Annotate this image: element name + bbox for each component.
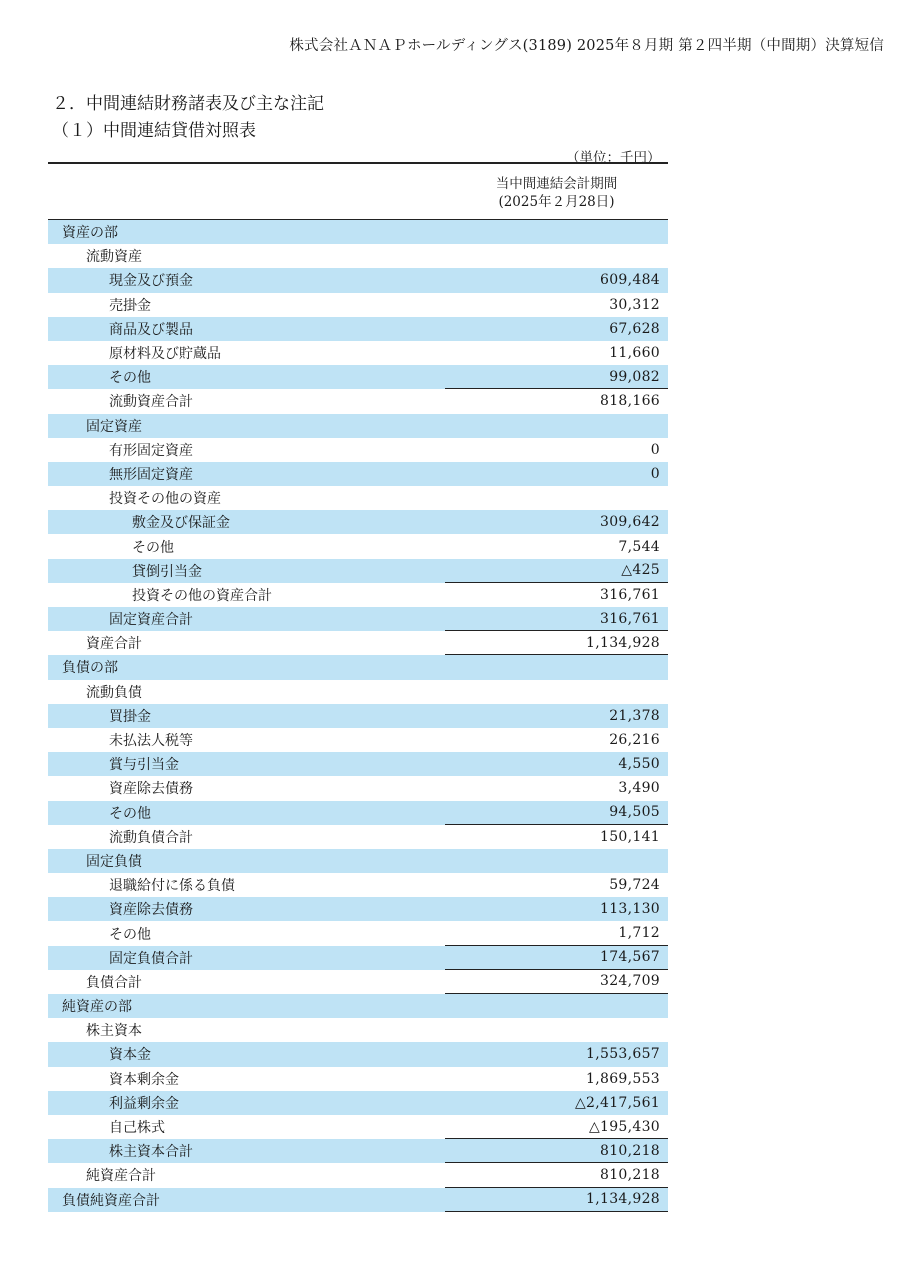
- row-label: 流動負債合計: [109, 829, 193, 846]
- row-value: 309,642: [600, 514, 660, 531]
- row-label: 退職給付に係る負債: [109, 878, 235, 895]
- table-row: [48, 655, 668, 679]
- table-row: [48, 776, 668, 800]
- row-value: 7,544: [618, 538, 660, 555]
- table-row: [48, 462, 668, 486]
- row-value: [445, 414, 668, 438]
- table-row: [48, 849, 668, 873]
- table-row: [48, 631, 668, 655]
- row-label: その他: [109, 926, 151, 943]
- row-label: 流動資産: [86, 249, 142, 266]
- row-value: [445, 486, 668, 510]
- table-row: [48, 873, 668, 897]
- row-value: 99,082: [445, 365, 668, 389]
- column-header: [445, 175, 668, 211]
- table-top-rule: [48, 162, 668, 164]
- row-label: 負債の部: [62, 660, 118, 677]
- row-label: 流動資産合計: [109, 394, 193, 411]
- row-value: 1,712: [445, 921, 668, 945]
- row-value: 316,761: [600, 586, 660, 603]
- row-value: 150,141: [600, 828, 660, 845]
- row-label: 自己株式: [109, 1120, 165, 1137]
- table-row: [48, 438, 668, 462]
- table-row: [48, 220, 668, 244]
- table-row: [48, 268, 668, 292]
- row-label: 固定負債合計: [109, 950, 193, 967]
- row-label: 固定負債: [86, 853, 142, 870]
- table-row: [48, 921, 668, 945]
- row-value: [445, 994, 668, 1018]
- row-value: [445, 220, 668, 244]
- row-value: [445, 849, 668, 873]
- table-row: [48, 1091, 668, 1115]
- row-label: 売掛金: [109, 297, 151, 314]
- table-row: [48, 680, 668, 704]
- row-label: 買掛金: [109, 708, 151, 725]
- row-label: 資産除去債務: [109, 781, 193, 798]
- row-label: 純資産の部: [62, 999, 132, 1016]
- row-label: 賞与引当金: [109, 757, 179, 774]
- row-value: [445, 244, 668, 268]
- unit-label: （単位：千円）: [566, 150, 661, 166]
- table-row: [48, 1067, 668, 1091]
- table-row: [48, 486, 668, 510]
- table-row: [48, 1139, 668, 1163]
- table-row: [48, 607, 668, 631]
- row-value: 4,550: [618, 756, 660, 773]
- table-row: [48, 510, 668, 534]
- table-row: [48, 1188, 668, 1212]
- row-value: 21,378: [609, 707, 660, 724]
- row-label: 原材料及び貯蔵品: [109, 346, 221, 363]
- row-label: 利益剰余金: [109, 1095, 179, 1112]
- row-label: 投資その他の資産: [109, 491, 221, 508]
- row-label: その他: [109, 370, 151, 387]
- row-label: 負債合計: [86, 974, 142, 991]
- row-value: 3,490: [618, 780, 660, 797]
- row-label: 負債純資産合計: [62, 1192, 160, 1209]
- row-label: 投資その他の資産合計: [132, 587, 272, 604]
- row-label: 純資産合計: [86, 1168, 156, 1185]
- table-row: [48, 946, 668, 970]
- row-value: △2,417,561: [574, 1094, 660, 1111]
- table-row: [48, 704, 668, 728]
- row-value: [445, 1018, 668, 1042]
- row-value: [445, 655, 668, 679]
- row-label: その他: [109, 805, 151, 822]
- row-value: 810,218: [445, 1139, 668, 1163]
- row-value: 11,660: [609, 345, 660, 362]
- row-value: 818,166: [600, 393, 660, 410]
- row-value: 609,484: [600, 272, 660, 289]
- row-value: 94,505: [445, 801, 668, 825]
- table-row: [48, 559, 668, 583]
- table-row: [48, 994, 668, 1018]
- table-row: [48, 341, 668, 365]
- table-row: [48, 244, 668, 268]
- row-value: 810,218: [445, 1163, 668, 1187]
- column-header-period: 当中間連結会計期間: [495, 176, 618, 192]
- row-value: 0: [650, 465, 660, 482]
- row-label: 固定資産: [86, 418, 142, 435]
- row-label: 資産の部: [62, 225, 118, 242]
- row-value: 0: [650, 441, 660, 458]
- table-row: [48, 365, 668, 389]
- row-label: 商品及び製品: [109, 321, 193, 338]
- table-row: [48, 825, 668, 849]
- row-value: 1,869,553: [586, 1070, 660, 1087]
- document-header: 株式会社ＡＮＡＰホールディングス(3189) 2025年８月期 第２四半期（中間期）決算短信: [289, 38, 884, 54]
- table-row: [48, 1163, 668, 1187]
- table-row: [48, 293, 668, 317]
- row-label: 固定資産合計: [109, 612, 193, 629]
- subsection-title: （１）中間連結貸借対照表: [52, 121, 256, 141]
- row-label: 現金及び預金: [109, 273, 193, 290]
- row-label: 株主資本: [86, 1023, 142, 1040]
- row-label: 資本剰余金: [109, 1071, 179, 1088]
- table-row: [48, 1018, 668, 1042]
- section-title: ２．中間連結財務諸表及び主な注記: [52, 94, 324, 114]
- row-value: 324,709: [445, 970, 668, 994]
- row-value: 113,130: [600, 901, 660, 918]
- table-row: [48, 1115, 668, 1139]
- row-value: [445, 680, 668, 704]
- table-row: [48, 389, 668, 413]
- row-value: 67,628: [609, 320, 660, 337]
- table-row: [48, 317, 668, 341]
- row-label: 未払法人税等: [109, 733, 193, 750]
- row-value: 1,134,928: [445, 631, 668, 655]
- row-value: 1,134,928: [445, 1188, 668, 1212]
- row-label: 資産合計: [86, 636, 142, 653]
- column-header-date: (2025年２月28日): [498, 194, 615, 210]
- balance-sheet-table: [48, 220, 668, 1212]
- row-label: その他: [132, 539, 174, 556]
- row-value: 174,567: [445, 946, 668, 970]
- table-row: [48, 728, 668, 752]
- row-value: 316,761: [445, 607, 668, 631]
- row-label: 無形固定資産: [109, 466, 193, 483]
- row-value: △425: [445, 559, 668, 583]
- row-label: 敷金及び保証金: [132, 515, 230, 532]
- row-label: 資産除去債務: [109, 902, 193, 919]
- table-row: [48, 534, 668, 558]
- table-row: [48, 897, 668, 921]
- table-row: [48, 970, 668, 994]
- table-row: [48, 752, 668, 776]
- row-value: 59,724: [609, 877, 660, 894]
- row-label: 資本金: [109, 1047, 151, 1064]
- table-row: [48, 1042, 668, 1066]
- row-value: 26,216: [609, 732, 660, 749]
- table-row: [48, 583, 668, 607]
- row-value: 1,553,657: [586, 1046, 660, 1063]
- row-value: 30,312: [609, 296, 660, 313]
- row-label: 有形固定資産: [109, 442, 193, 459]
- row-label: 貸倒引当金: [132, 563, 202, 580]
- row-value: △195,430: [445, 1115, 668, 1139]
- row-label: 株主資本合計: [109, 1144, 193, 1161]
- table-row: [48, 414, 668, 438]
- table-row: [48, 801, 668, 825]
- row-label: 流動負債: [86, 684, 142, 701]
